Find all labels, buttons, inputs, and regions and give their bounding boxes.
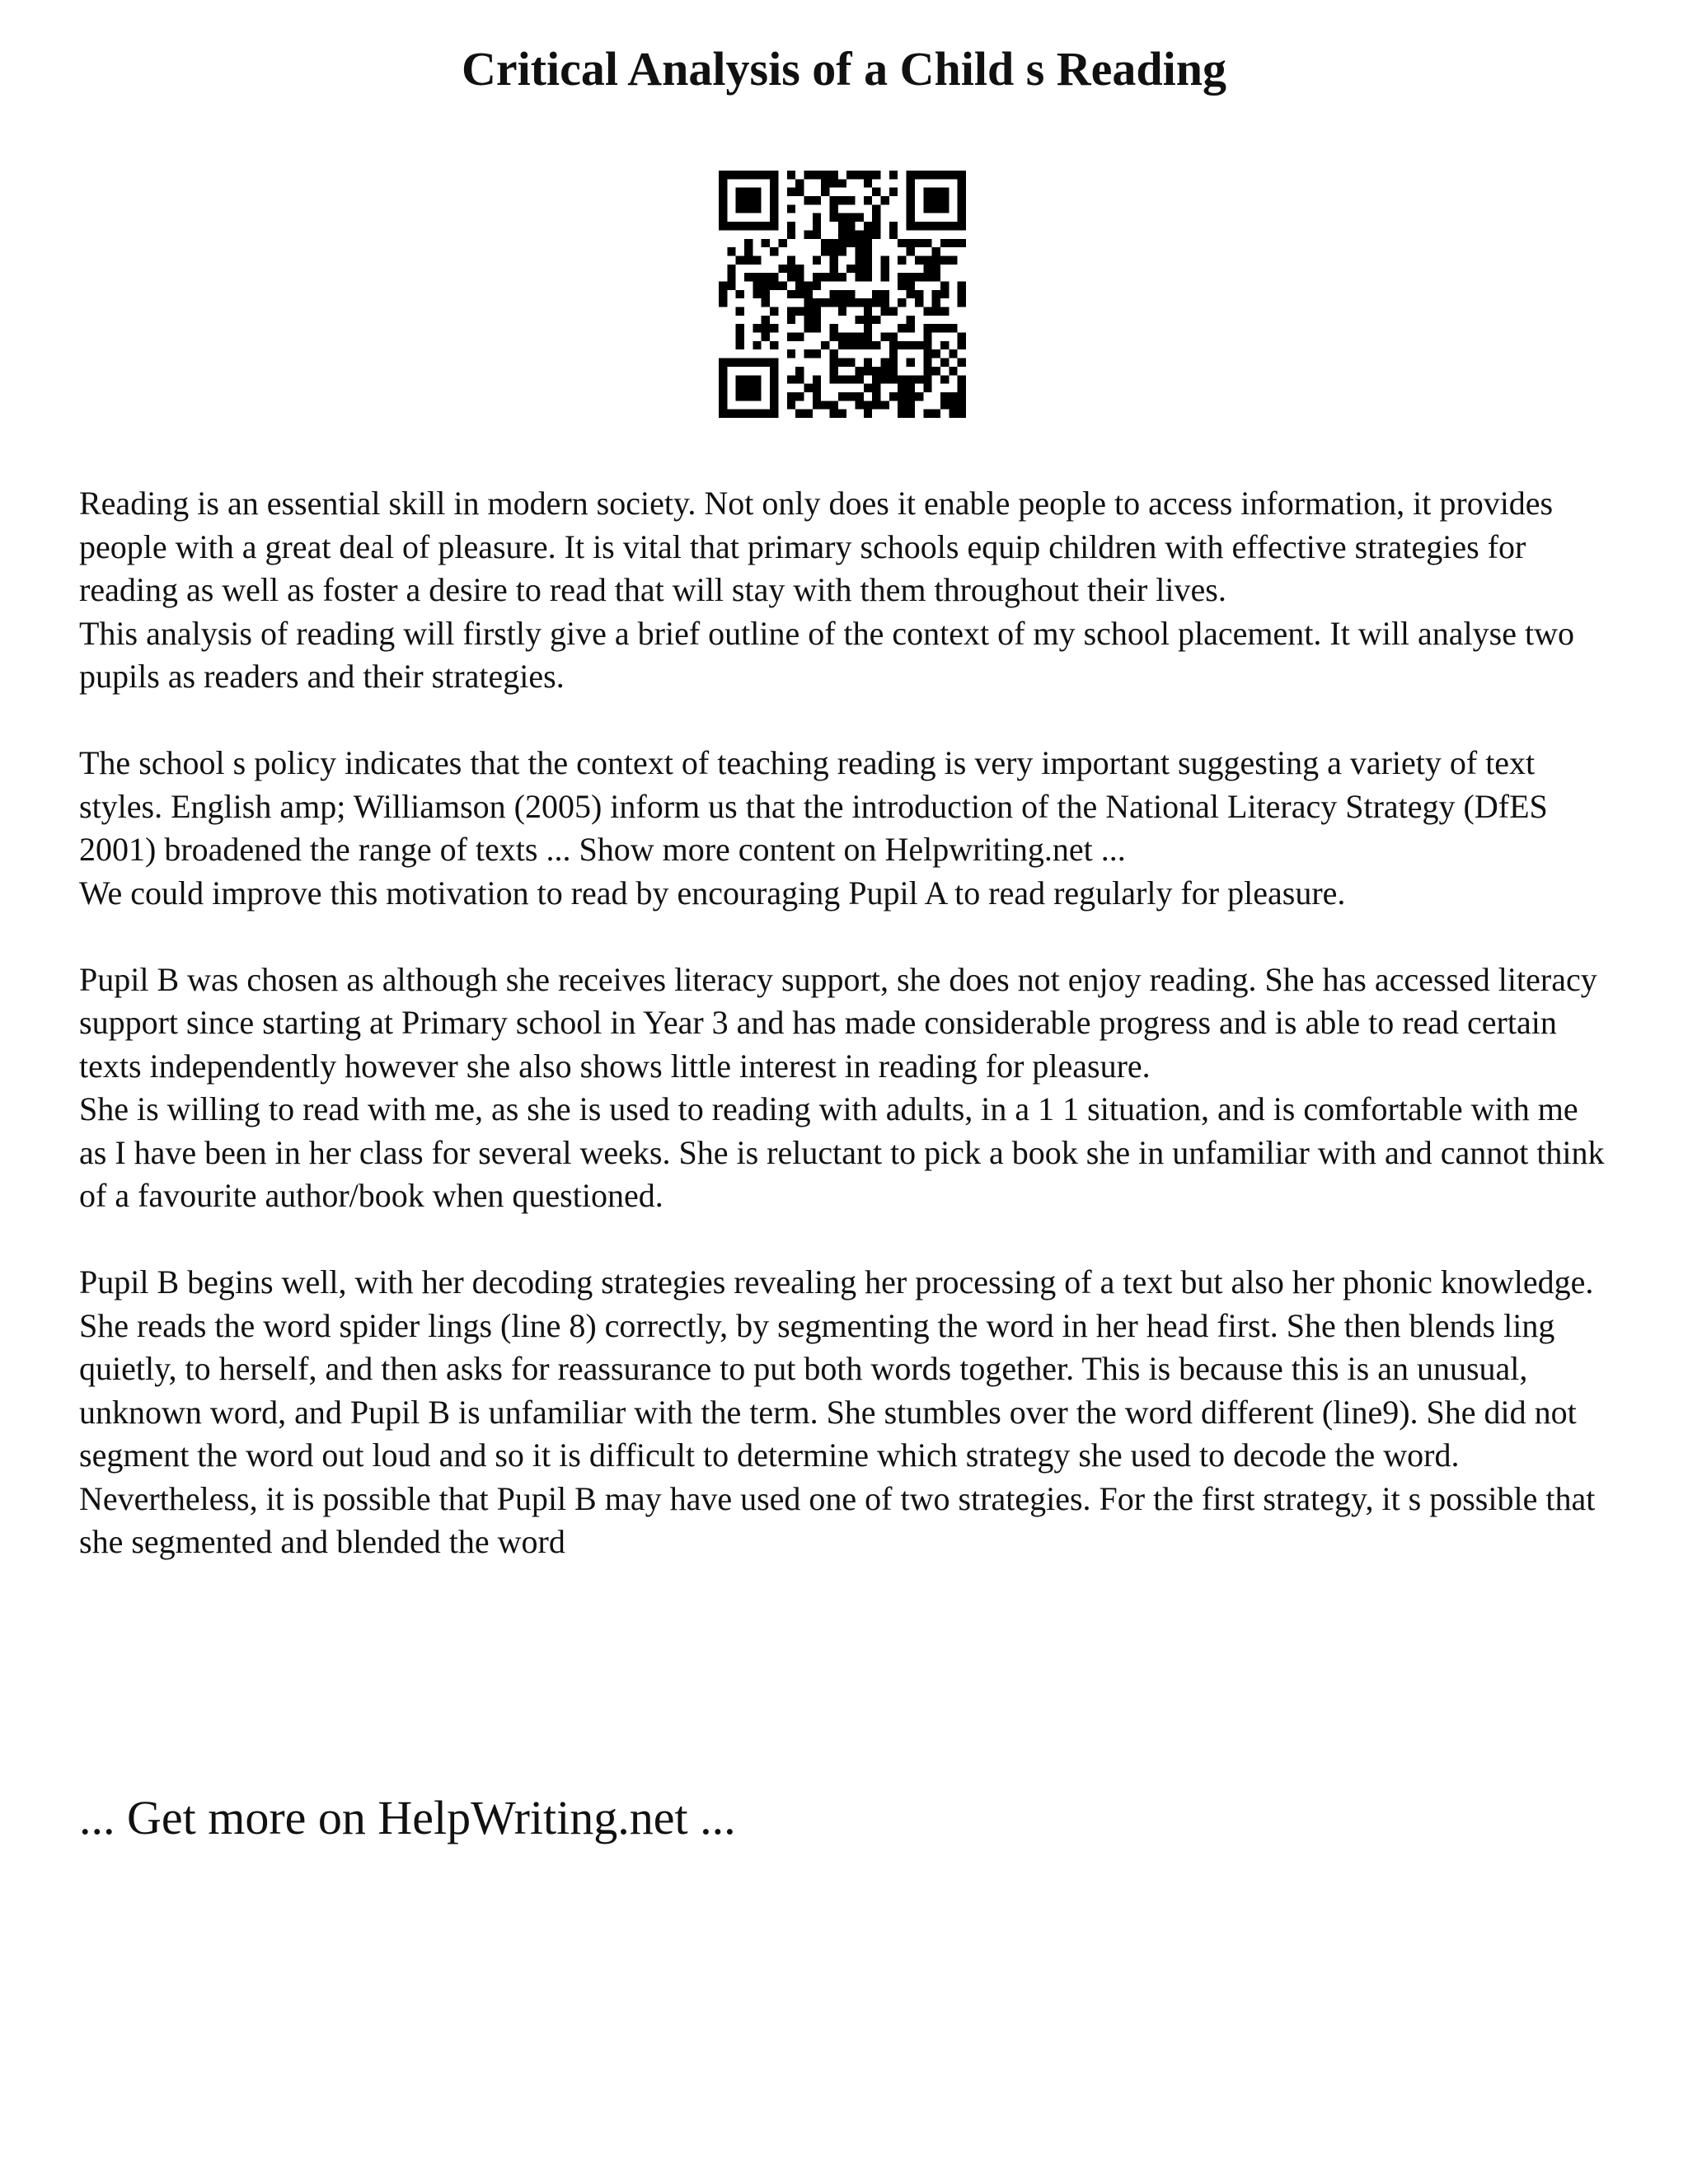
paragraph-pupil-b-intro: Pupil B was chosen as although she receives literacy support, she does not enjoy reading. She has accessed literacy support since starting at Primary school in Year 3 and has made considerable progress and is able to read certain texts independently however she also shows little interest in reading for pleasure. (79, 960, 1597, 1085)
get-more-link[interactable]: ... Get more on HelpWriting.net ... (79, 1791, 736, 1844)
paragraph-pupil-b-willing: She is willing to read with me, as she is used to reading with adults, in a 1 1 situation, and is comfortable with me as I have been in her class for several weeks. She is reluctant to pick a book she in unfamiliar with and cannot think of a favourite author/book when questioned. (79, 1090, 1605, 1214)
paragraph-pupil-b-decoding: Pupil B begins well, with her decoding strategies revealing her processing of a text but also her phonic knowledge. She reads the word spider lings (line 8) correctly, by segmenting the word in her head first. She then blends ling quietly, to herself, and then asks for reassurance to put both words together. This is because this is an unusual, unknown word, and Pupil B is unfamiliar with the term. She stumbles over the word different (line9). She did not segment the word out loud and so it is difficult to determine which strategy she used to decode the word. Nevertheless, it is possible that Pupil B may have used one of two strategies. For the first strategy, it s possible that she segmented and blended the word (79, 1263, 1596, 1560)
paragraph-policy: The school s policy indicates that the context of teaching reading is very important suggesting a variety of text styles. English amp; Williamson (2005) inform us that the introduction of the National Literacy Strategy (DfES 2001) broadened the range of texts ... Show more content on Helpwriting.net ... (79, 744, 1548, 868)
paragraph-intro: Reading is an essential skill in modern society. Not only does it enable people to access information, it provides people with a great deal of pleasure. It is vital that primary schools equip children with effective strategies for reading as well as foster a desire to read that will stay with them throughout their lives. (79, 485, 1554, 608)
document-title: Critical Analysis of a Child s Reading (461, 42, 1227, 96)
paragraph-motivation: We could improve this motivation to read by encouraging Pupil A to read regularly for pleasure. (79, 874, 1346, 912)
paragraph-outline: This analysis of reading will firstly give a brief outline of the context of my school placement. It will analyse two pupils as readers and their strategies. (79, 614, 1574, 695)
document-body (79, 482, 1612, 1564)
qr-code-icon (719, 171, 966, 418)
